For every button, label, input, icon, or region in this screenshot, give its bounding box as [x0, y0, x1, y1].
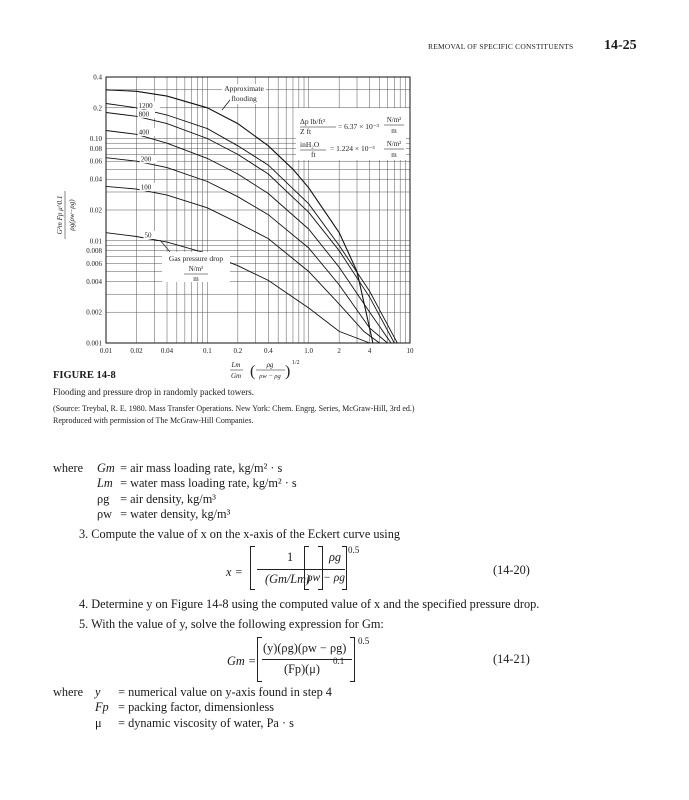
y-tick-label: 0.006 [86, 259, 102, 268]
y-tick-label: 0.001 [86, 339, 102, 348]
eq20-num2: ρg [329, 550, 342, 564]
eq20-lhs: x = [226, 565, 243, 579]
ylabel-den: ρg(ρw−ρg) [68, 199, 76, 231]
running-title: REMOVAL OF SPECIFIC CONSTITUENTS [428, 42, 574, 51]
pressure-label: Gas pressure drop [168, 254, 224, 263]
x-tick-label: 0.01 [99, 347, 113, 355]
curve-label: 50 [144, 231, 152, 240]
curve-label: 800 [138, 110, 150, 119]
x-tick-label: 0.04 [160, 347, 174, 355]
eq20-number: (14-20) [493, 563, 530, 577]
curve-label: 1200 [138, 101, 153, 110]
y-tick-label: 0.4 [93, 73, 102, 82]
eq21-den: (Fp)(μ) [284, 662, 320, 676]
eq20-den2: ρw − ρg [307, 572, 345, 584]
conversion-1-value: = 6.37 × 10⁻³ [338, 122, 379, 131]
y-tick-label: 0.02 [89, 206, 102, 215]
xlabel-prefix-num: Lm [231, 361, 241, 369]
y-tick-label: 0.004 [86, 277, 102, 286]
where-list-2 [95, 685, 332, 731]
ylabel-num: G²m Fp μ^0.1 [56, 195, 64, 235]
x-tick-label: 0.02 [130, 347, 143, 355]
flooding-label-2: flooding [231, 94, 257, 103]
conversion-1-den: Z ft [300, 127, 312, 136]
eq21-exponent: 0.5 [358, 636, 370, 646]
x-tick-label: 0.2 [233, 347, 243, 355]
x-tick-label: 0.1 [202, 347, 212, 355]
x-tick-label: 1.0 [304, 347, 314, 355]
page-number: 14-25 [604, 38, 637, 53]
conversion-2-unit-den: m [391, 151, 397, 159]
y-tick-label: 0.008 [86, 247, 102, 256]
where-label-2: where [53, 685, 84, 699]
step-3: 3. Compute the value of x on the x-axis of the Eckert curve using [79, 527, 400, 541]
xlabel-top: ρg [266, 361, 274, 369]
eq20-num1: 1 [287, 550, 294, 564]
figure-label: FIGURE 14-8 [53, 370, 116, 381]
conversion-1-num: Δp lb/ft² [300, 117, 326, 126]
curve-label: 200 [140, 155, 152, 164]
step-4: 4. Determine y on Figure 14-8 using the computed value of x and the specified pressure drop. [79, 597, 540, 611]
figure-source-line-2: Reproduced with permission of The McGraw-Hill Companies. [53, 416, 254, 425]
where-list-1 [97, 461, 297, 522]
where-item: Gm = air mass loading rate, kg/m² · s [97, 461, 283, 475]
figure-caption: Flooding and pressure drop in randomly packed towers. [53, 387, 254, 397]
eq21-den-exponent: 0.1 [333, 656, 345, 666]
x-tick-label: 10 [406, 347, 414, 355]
ylabel-group [56, 191, 76, 239]
xlabel-paren-r: ) [285, 363, 291, 380]
where-item: ρw = water density, kg/m³ [97, 506, 231, 521]
figure-source-line-1: (Source: Treybal, R. E. 1980. Mass Transfer Operations. New York: Chem. Engrg. Series, McGraw-Hill, 3rd ed.) [53, 404, 415, 413]
y-tick-label: 0.2 [93, 104, 102, 113]
where-item: y = numerical value on y-axis found in step 4 [95, 685, 332, 699]
y-tick-label: 0.06 [89, 157, 102, 166]
flooding-label: Approximate [224, 84, 264, 93]
y-tick-label: 0.04 [89, 175, 102, 184]
xlabel-bottom: ρw − ρg [259, 373, 281, 380]
curve-label: 400 [138, 128, 150, 137]
where-item: ρg = air density, kg/m³ [97, 491, 216, 506]
y-tick-label: 0.002 [86, 308, 102, 317]
pressure-unit-den: m [193, 275, 199, 283]
conversion-2-value: = 1.224 × 10⁻³ [330, 144, 375, 153]
curve-label: 100 [140, 183, 152, 192]
xlabel-exponent: 1/2 [292, 360, 300, 366]
pressure-unit-num: N/m² [188, 265, 204, 273]
conversion-2-unit-num: N/m² [386, 140, 402, 148]
xlabel-paren-l: ( [250, 363, 256, 380]
y-tick-label: 0.10 [89, 135, 102, 144]
conversion-2-den: ft [311, 150, 316, 159]
step-5: 5. With the value of y, solve the following expression for Gm: [79, 617, 384, 631]
conversion-1-unit-num: N/m² [386, 116, 402, 124]
conversion-2-num: inH₂O [300, 140, 320, 149]
figure-source [53, 403, 653, 427]
eq20-exponent: 0.5 [348, 545, 360, 555]
x-tick-label: 0.4 [263, 347, 273, 355]
eq21-lhs: Gm = [227, 654, 257, 668]
where-label-1: where [53, 461, 84, 475]
eq20-den1: (Gm/Lm) [265, 572, 311, 586]
xlabel-prefix-den: Gm [230, 372, 242, 380]
where-item: μ = dynamic viscosity of water, Pa · s [95, 715, 294, 730]
y-tick-label: 0.08 [89, 144, 102, 153]
where-item: Fp = packing factor, dimensionless [95, 700, 275, 715]
x-tick-label: 4 [367, 347, 372, 355]
where-item: Lm = water mass loading rate, kg/m² · s [97, 476, 297, 491]
eq21-number: (14-21) [493, 652, 530, 666]
y-tick-label: 0.01 [89, 237, 102, 246]
x-tick-label: 2 [337, 347, 341, 355]
conversion-1-unit-den: m [391, 127, 397, 135]
eq21-num: (y)(ρg)(ρw − ρg) [263, 641, 347, 655]
